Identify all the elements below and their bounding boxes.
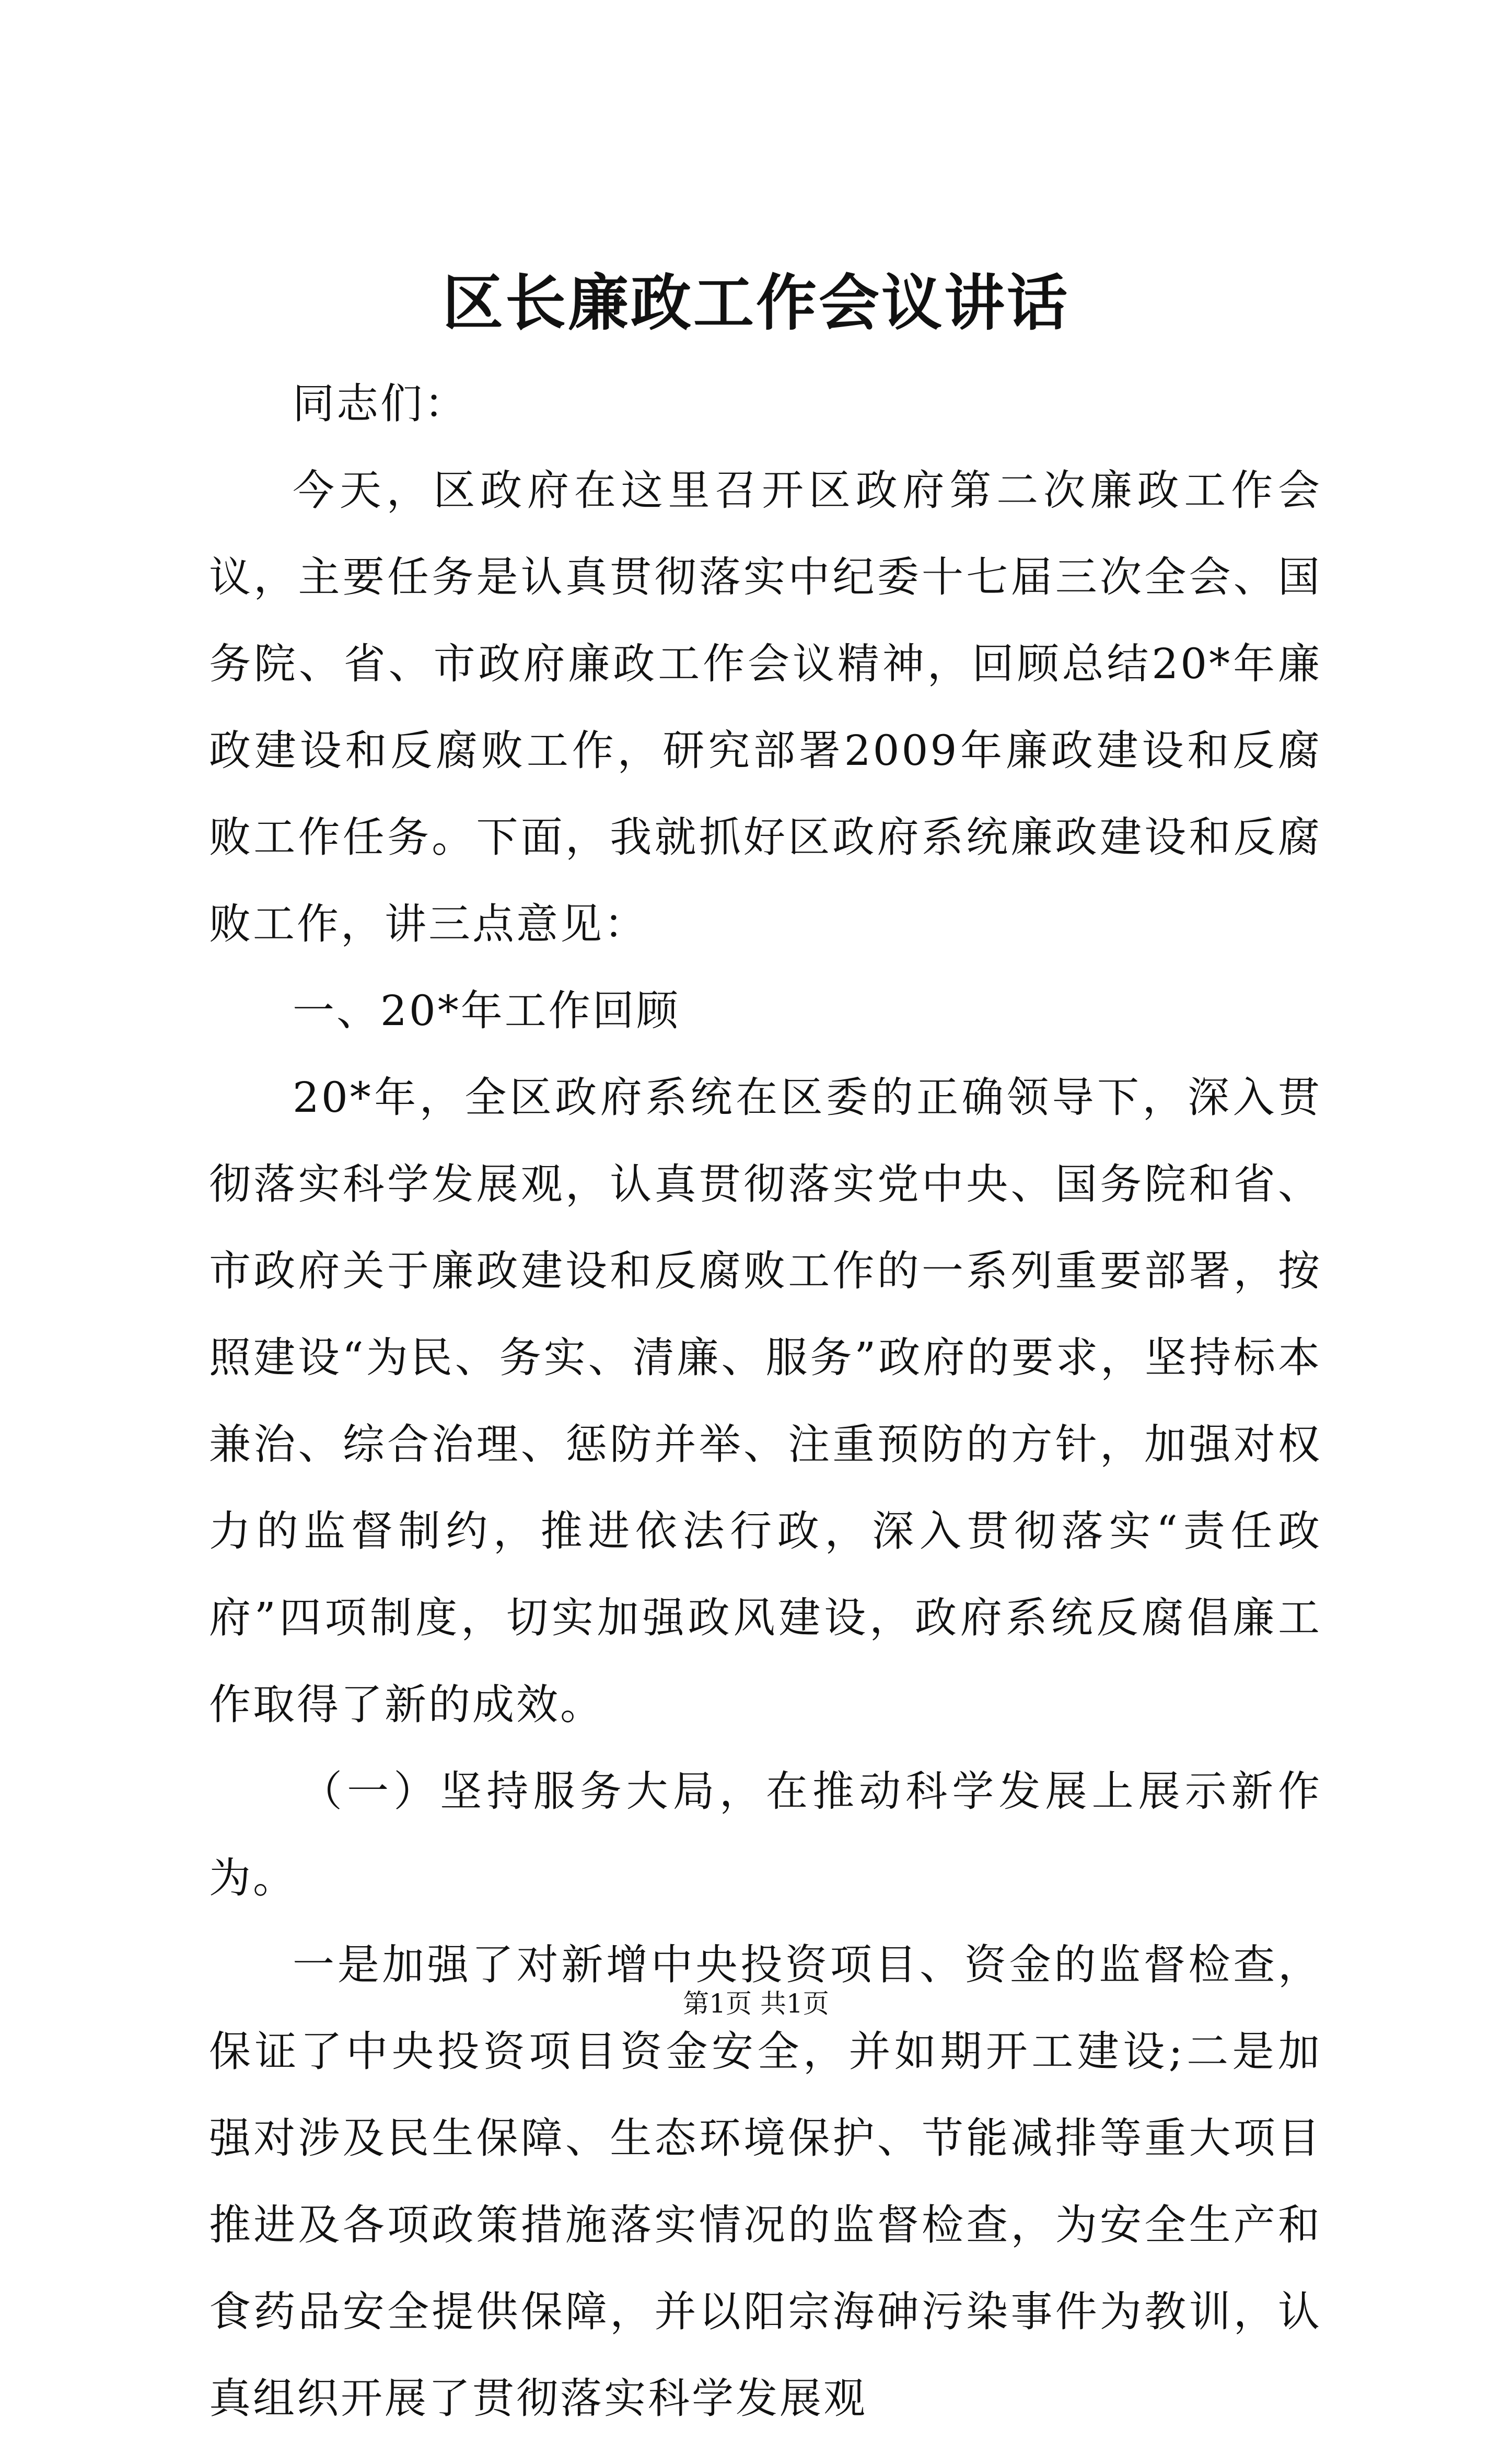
paragraph-salutation: 同志们： <box>293 379 468 428</box>
page-footer: 第1页 共1页 <box>683 1989 829 2019</box>
paragraph-review: 20*年，全区政府系统在区委的正确领导下，深入贯彻落实科学发展观，认真贯彻落实党中央、国务院和省、市政府关于廉政建设和反腐败工作的一系列重要部署，按照建设“为民、务实、清廉、服务”政府的要求，坚持标本兼治、综合治理、惩防并举、注重预防的方针，加强对权力的监督制约，推进依法行政，深入贯彻落实“责任政府”四项制度，切实加强政风建设，政府系统反腐倡廉工作取得了新的成效。 <box>209 1073 1322 1729</box>
paragraph-details: 一是加强了对新增中央投资项目、资金的监督检查，保证了中央投资项目资金安全，并如期开工建设;二是加强对涉及民生保障、生态环境保护、节能减排等重大项目推进及各项政策措施落实情况的监督检查，为安全生产和食药品安全提供保障，并以阳宗海砷污染事件为教训，认真组织开展了贯彻落实科学发展观 <box>209 1940 1322 2423</box>
document-title: 区长廉政工作会议讲话 <box>443 268 1069 339</box>
subsection-heading-1: （一）坚持服务大局，在推动科学发展上展示新作为。 <box>209 1767 1322 1902</box>
section-heading-1: 一、20*年工作回顾 <box>293 986 680 1035</box>
paragraph-intro: 今天，区政府在这里召开区政府第二次廉政工作会议，主要任务是认真贯彻落实中纪委十七届三次全会、国务院、省、市政府廉政工作会议精神，回顾总结20*年廉政建设和反腐败工作，研究部署2009年廉政建设和反腐败工作任务。下面，我就抓好区政府系统廉政建设和反腐败工作，讲三点意见： <box>209 466 1322 948</box>
document-body <box>209 361 1322 2442</box>
